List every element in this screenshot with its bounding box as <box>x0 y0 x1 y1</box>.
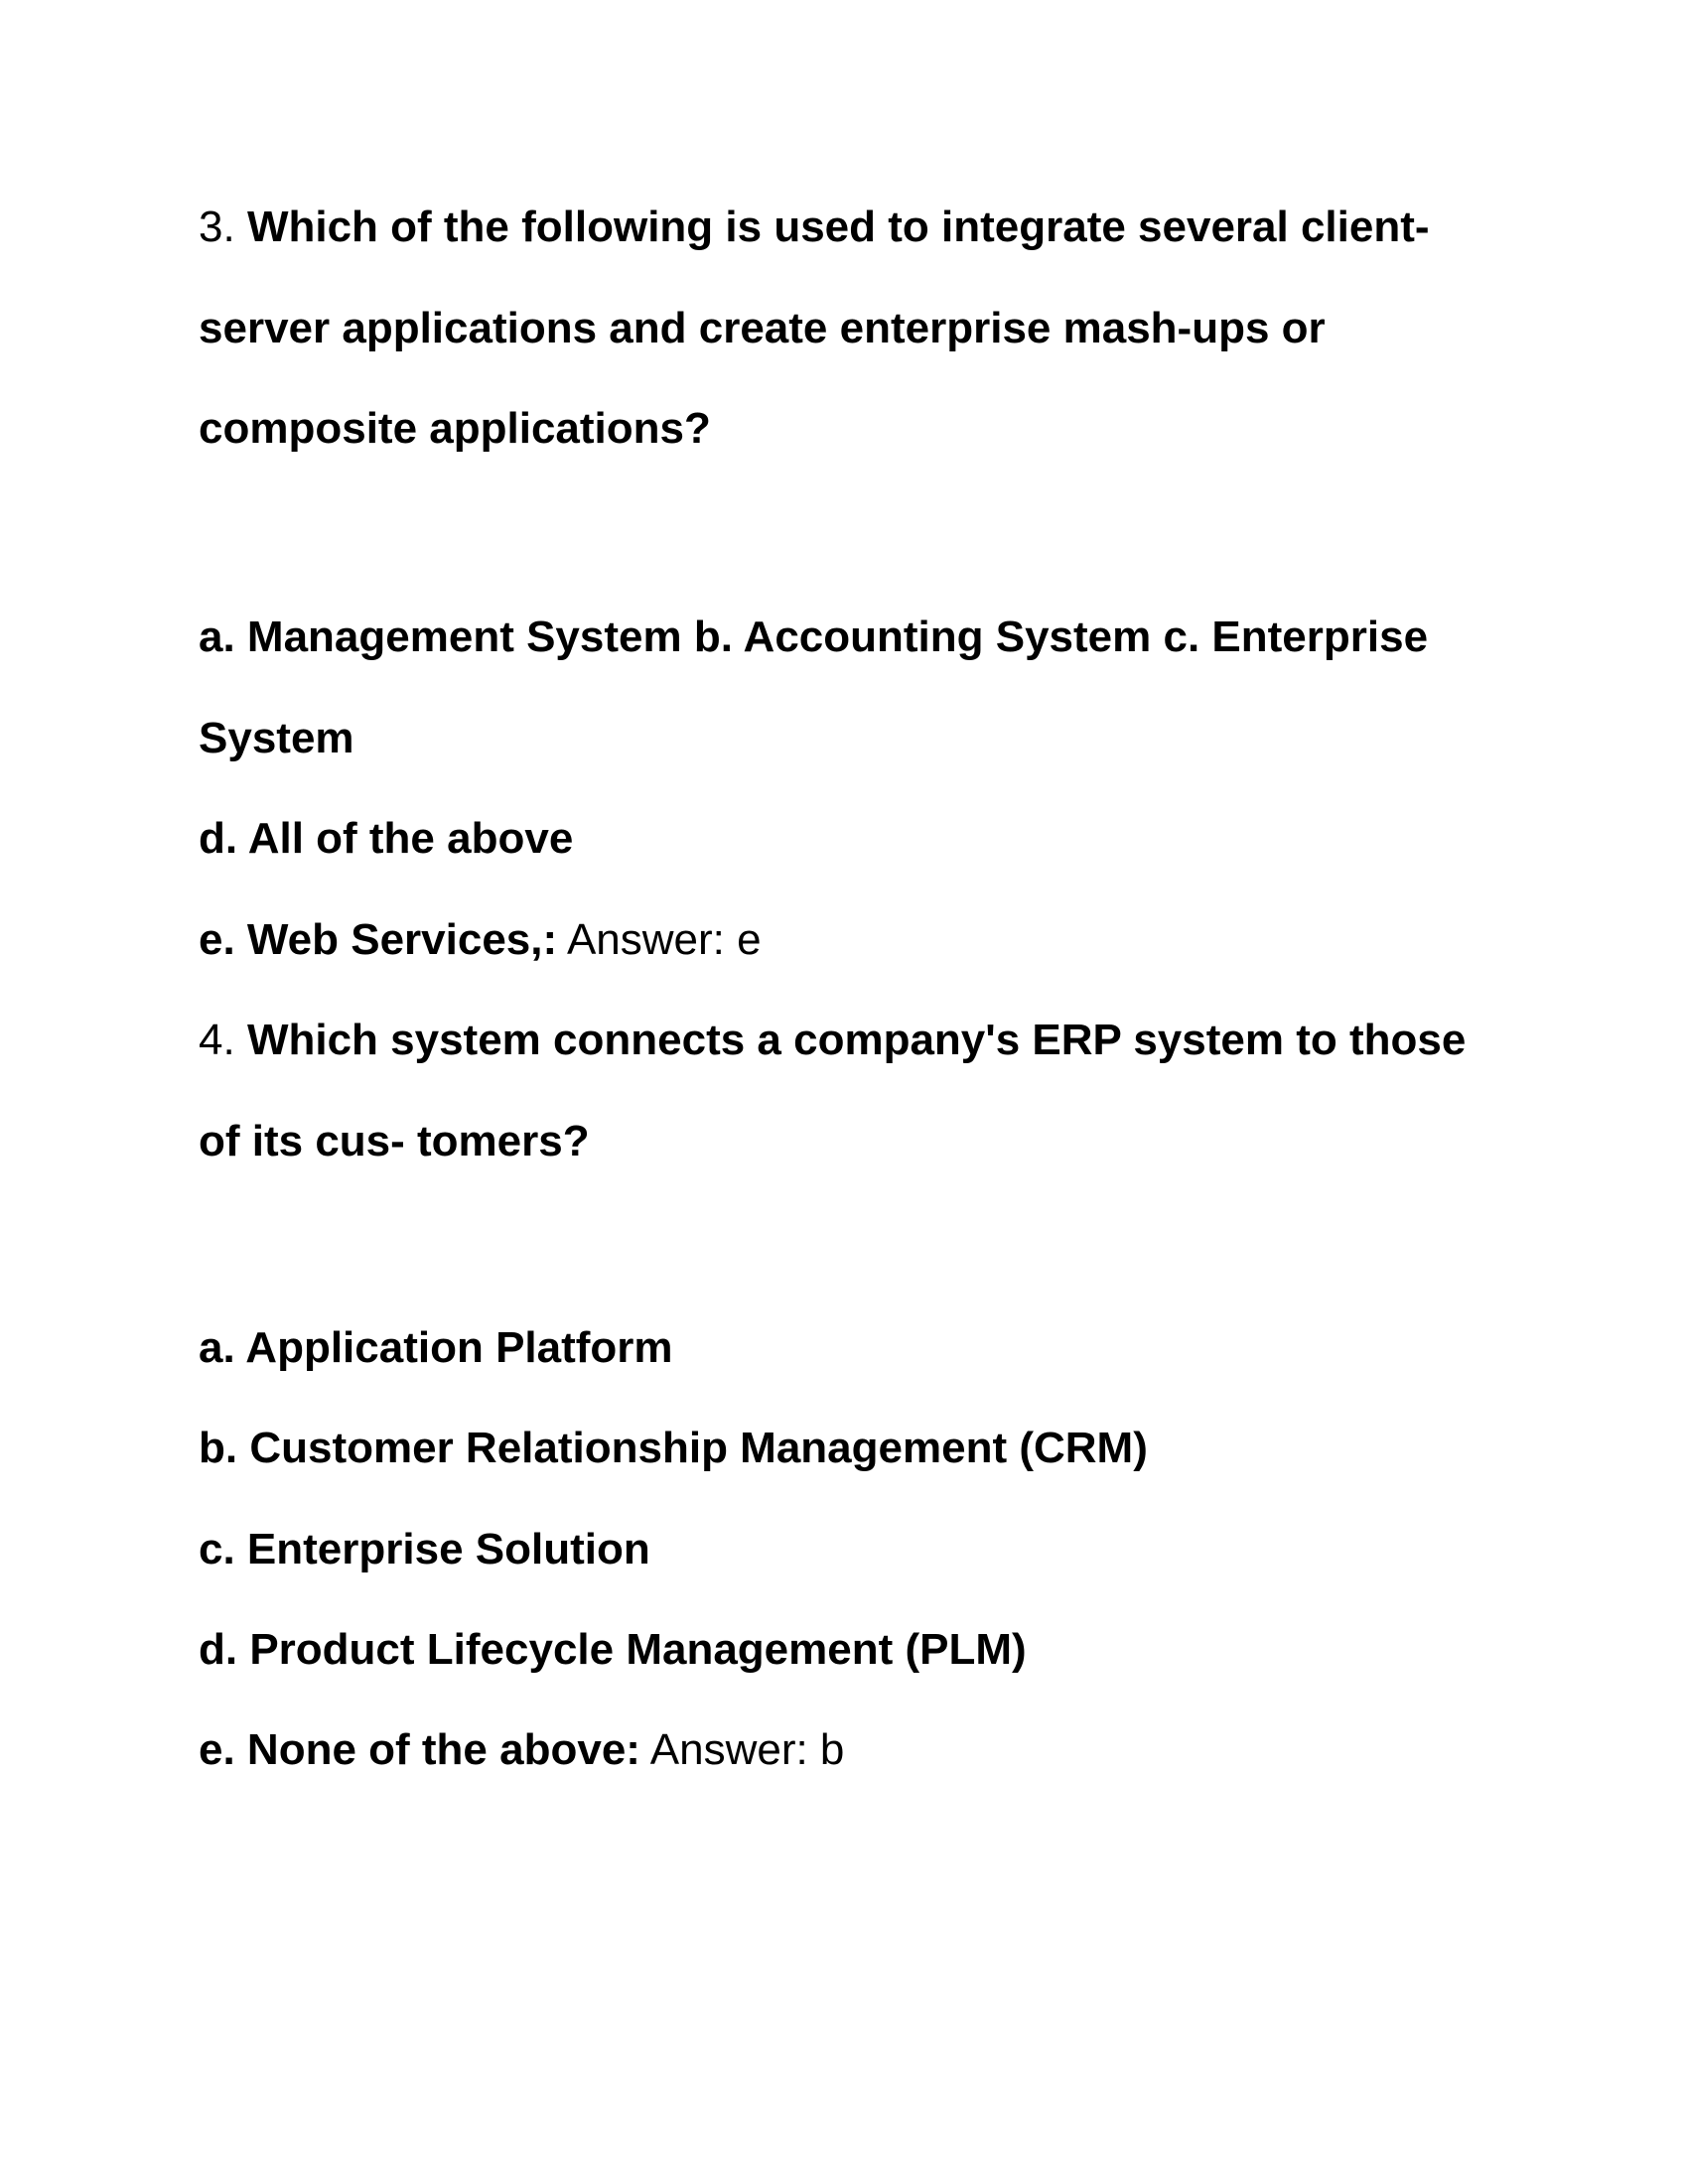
q4-number: 4. <box>199 1016 235 1064</box>
q3-option-e-line <box>199 915 1519 964</box>
q3-stem-text-1: Which of the following is used to integrate several client- <box>246 203 1430 251</box>
q3-answer: Answer: e <box>566 915 762 964</box>
q4-option-c: c. Enterprise Solution <box>199 1525 650 1573</box>
q4-option-e: e. None of the above: <box>199 1725 640 1774</box>
q3-stem-line-1 <box>199 205 1519 249</box>
q3-options-line-2: System <box>199 714 354 762</box>
q3-options-line-1: a. Management System b. Accounting System c. Enterprise <box>199 613 1429 661</box>
q3-number: 3. <box>199 203 235 251</box>
q3-stem-line-2: server applications and create enterprise mash-ups or <box>199 304 1326 352</box>
q4-stem-text-1: Which system connects a company's ERP system to those <box>246 1016 1467 1064</box>
q4-option-e-line <box>199 1725 1519 1774</box>
q3-option-e: e. Web Services,: <box>199 915 558 964</box>
q3-stem-line-3: composite applications? <box>199 404 711 453</box>
q4-answer: Answer: b <box>649 1725 845 1774</box>
q4-option-b: b. Customer Relationship Management (CRM) <box>199 1424 1148 1472</box>
q3-option-d: d. All of the above <box>199 814 574 863</box>
q4-stem-line-2: of its cus- tomers? <box>199 1117 590 1165</box>
q4-option-a: a. Application Platform <box>199 1323 673 1372</box>
q4-option-d: d. Product Lifecycle Management (PLM) <box>199 1625 1027 1674</box>
q4-stem-line-1 <box>199 1016 1519 1064</box>
